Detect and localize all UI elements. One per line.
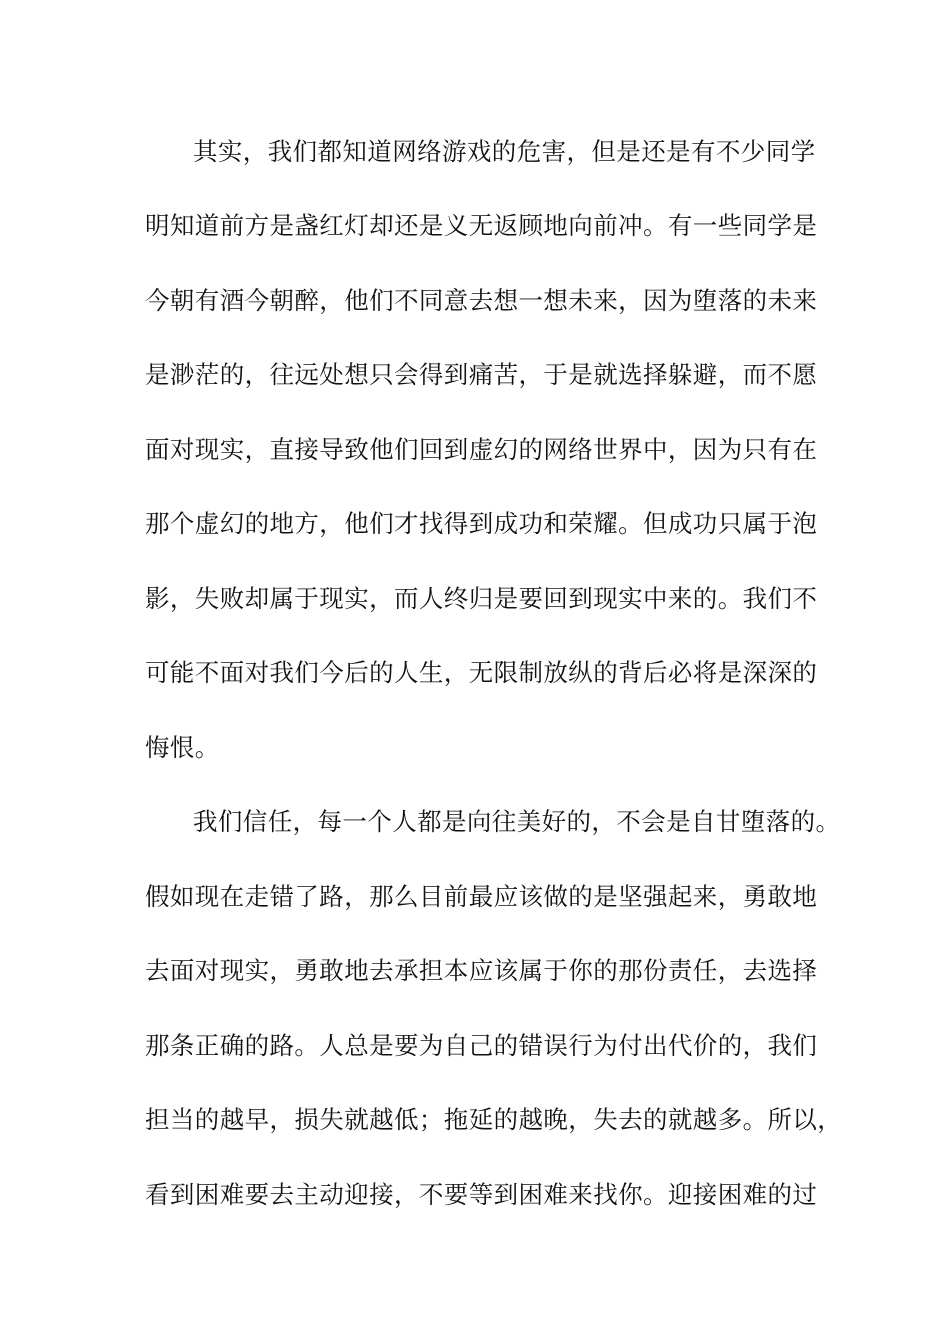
paragraph-1-line-6: 那个虚幻的地方，他们才找得到成功和荣耀。但成功只属于泡 [145,509,818,538]
paragraph-1-line-1: 其实，我们都知道网络游戏的危害，但是还是有不少同学 [193,137,816,166]
paragraph-1-line-3: 今朝有酒今朝醉，他们不同意去想一想未来，因为堕落的未来 [145,286,818,315]
paragraph-1-line-8: 可能不面对我们今后的人生，无限制放纵的背后必将是深深的 [145,658,818,687]
paragraph-2-line-1: 我们信任，每一个人都是向往美好的，不会是自甘堕落的。 [193,807,841,836]
paragraph-1-line-4: 是渺茫的，往远处想只会得到痛苦，于是就选择躲避，而不愿 [145,360,818,389]
paragraph-2-line-3: 去面对现实，勇敢地去承担本应该属于你的那份责任，去选择 [145,956,818,985]
paragraph-1-line-7: 影，失败却属于现实，而人终归是要回到现实中来的。我们不 [145,584,818,613]
paragraph-1-line-2: 明知道前方是盏红灯却还是义无返顾地向前冲。有一些同学是 [145,211,818,240]
paragraph-2-line-4: 那条正确的路。人总是要为自己的错误行为付出代价的，我们 [145,1031,818,1060]
paragraph-1-line-9: 悔恨。 [145,733,220,762]
paragraph-2-line-2: 假如现在走错了路，那么目前最应该做的是坚强起来，勇敢地 [145,882,818,911]
paragraph-2-line-6: 看到困难要去主动迎接，不要等到困难来找你。迎接困难的过 [145,1180,818,1209]
paragraph-2-line-5: 担当的越早，损失就越低；拖延的越晚，失去的就越多。所以， [145,1105,843,1134]
paragraph-1-line-5: 面对现实，直接导致他们回到虚幻的网络世界中，因为只有在 [145,435,818,464]
